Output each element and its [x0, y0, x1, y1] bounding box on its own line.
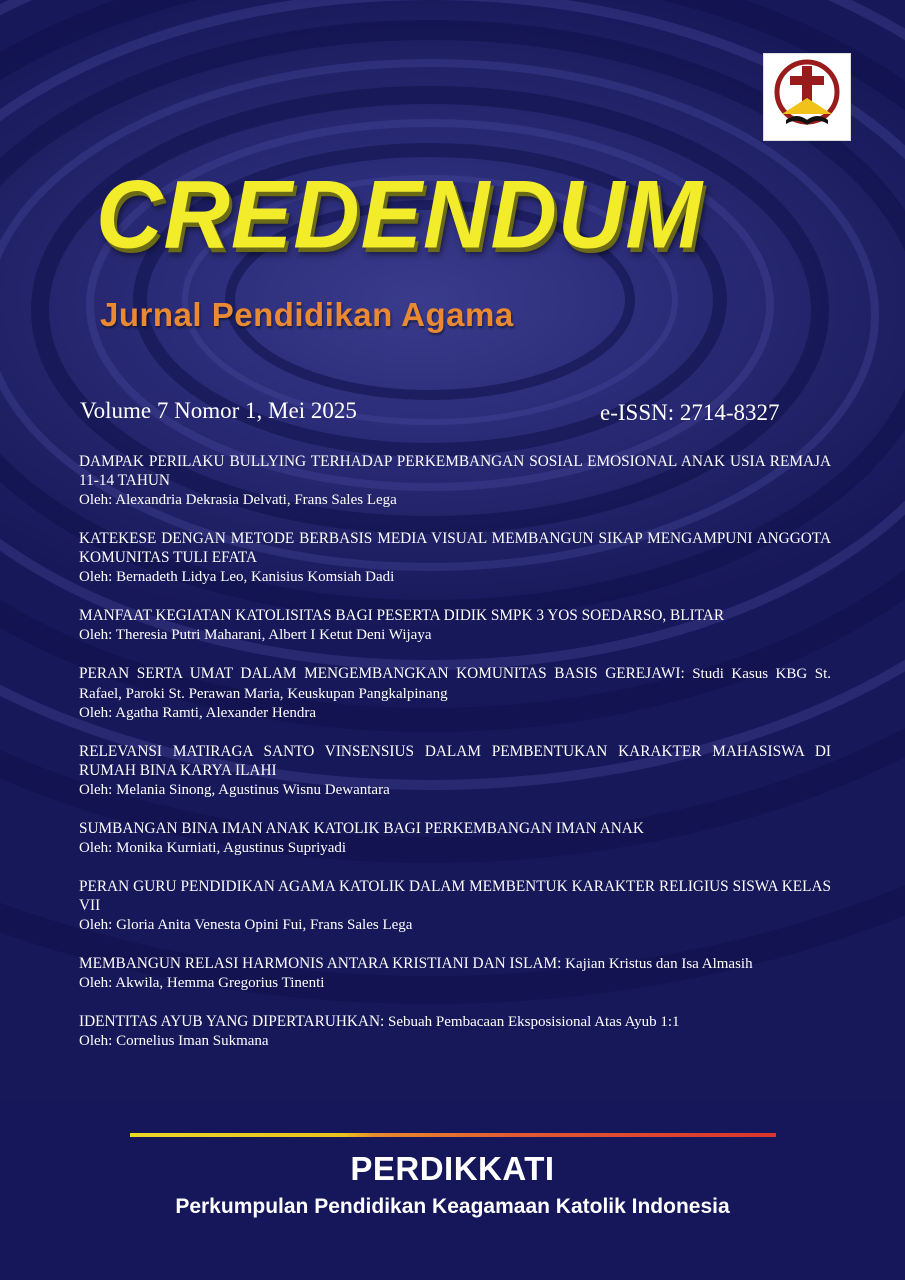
volume-info: Volume 7 Nomor 1, Mei 2025 — [80, 398, 357, 423]
article-entry — [79, 877, 831, 935]
article-title: RELEVANSI MATIRAGA SANTO VINSENSIUS DALAM PEMBENTUKAN KARAKTER MAHASISWA DI RUMAH BINA KARYA ILAHI — [79, 743, 831, 779]
perdikkati-logo — [763, 53, 851, 141]
article-entry — [79, 954, 831, 993]
article-title: IDENTITAS AYUB YANG DIPERTARUHKAN: Sebuah Pembacaan Eksposisional Atas Ayub 1:1 — [79, 1013, 680, 1030]
publisher-acronym: PERDIKKATI — [350, 1150, 555, 1187]
article-title: DAMPAK PERILAKU BULLYING TERHADAP PERKEMBANGAN SOSIAL EMOSIONAL ANAK USIA REMAJA 11-14 TAHUN — [79, 453, 831, 489]
journal-subtitle: Jurnal Pendidikan Agama — [100, 296, 514, 333]
article-authors: Oleh: Theresia Putri Maharani, Albert I Ketut Deni Wijaya — [79, 627, 432, 643]
article-title: PERAN GURU PENDIDIKAN AGAMA KATOLIK DALAM MEMBENTUK KARAKTER RELIGIUS SISWA KELAS VII — [79, 878, 831, 914]
article-title: PERAN SERTA UMAT DALAM MENGEMBANGKAN KOMUNITAS BASIS GEREJAWI: Studi Kasus KBG St. Rafael, Paroki St. Perawan Maria, Keuskupan Pangkalpinang — [79, 665, 831, 702]
article-entry — [79, 606, 831, 645]
article-authors: Oleh: Akwila, Hemma Gregorius Tinenti — [79, 975, 325, 991]
article-authors: Oleh: Monika Kurniati, Agustinus Supriyadi — [79, 840, 347, 856]
article-authors: Oleh: Bernadeth Lidya Leo, Kanisius Komsiah Dadi — [79, 569, 395, 585]
article-authors: Oleh: Alexandria Dekrasia Delvati, Frans Sales Lega — [79, 492, 397, 508]
article-title: MEMBANGUN RELASI HARMONIS ANTARA KRISTIANI DAN ISLAM: Kajian Kristus dan Isa Almasih — [79, 955, 753, 972]
article-entry — [79, 529, 831, 587]
article-authors: Oleh: Gloria Anita Venesta Opini Fui, Frans Sales Lega — [79, 917, 413, 933]
issn: e-ISSN: 2714-8327 — [600, 400, 780, 425]
article-title: KATEKESE DENGAN METODE BERBASIS MEDIA VISUAL MEMBANGUN SIKAP MENGAMPUNI ANGGOTA KOMUNITAS TULI EFATA — [79, 530, 831, 566]
article-entry — [79, 452, 831, 510]
article-entry — [79, 1012, 831, 1051]
journal-title: CREDENDUM — [96, 161, 703, 269]
article-authors: Oleh: Melania Sinong, Agustinus Wisnu Dewantara — [79, 782, 390, 798]
article-entry — [79, 819, 831, 858]
article-authors: Oleh: Agatha Ramti, Alexander Hendra — [79, 705, 317, 721]
perdikkati-logo-icon — [764, 54, 850, 140]
article-title: SUMBANGAN BINA IMAN ANAK KATOLIK BAGI PERKEMBANGAN IMAN ANAK — [79, 820, 644, 837]
divider-rule — [130, 1133, 776, 1137]
article-entry — [79, 664, 831, 723]
article-authors: Oleh: Cornelius Iman Sukmana — [79, 1033, 269, 1049]
article-title: MANFAAT KEGIATAN KATOLISITAS BAGI PESERTA DIDIK SMPK 3 YOS SOEDARSO, BLITAR — [79, 607, 725, 624]
table-of-contents — [79, 452, 831, 1070]
article-entry — [79, 742, 831, 800]
publisher-name: Perkumpulan Pendidikan Keagamaan Katolik Indonesia — [175, 1195, 730, 1218]
